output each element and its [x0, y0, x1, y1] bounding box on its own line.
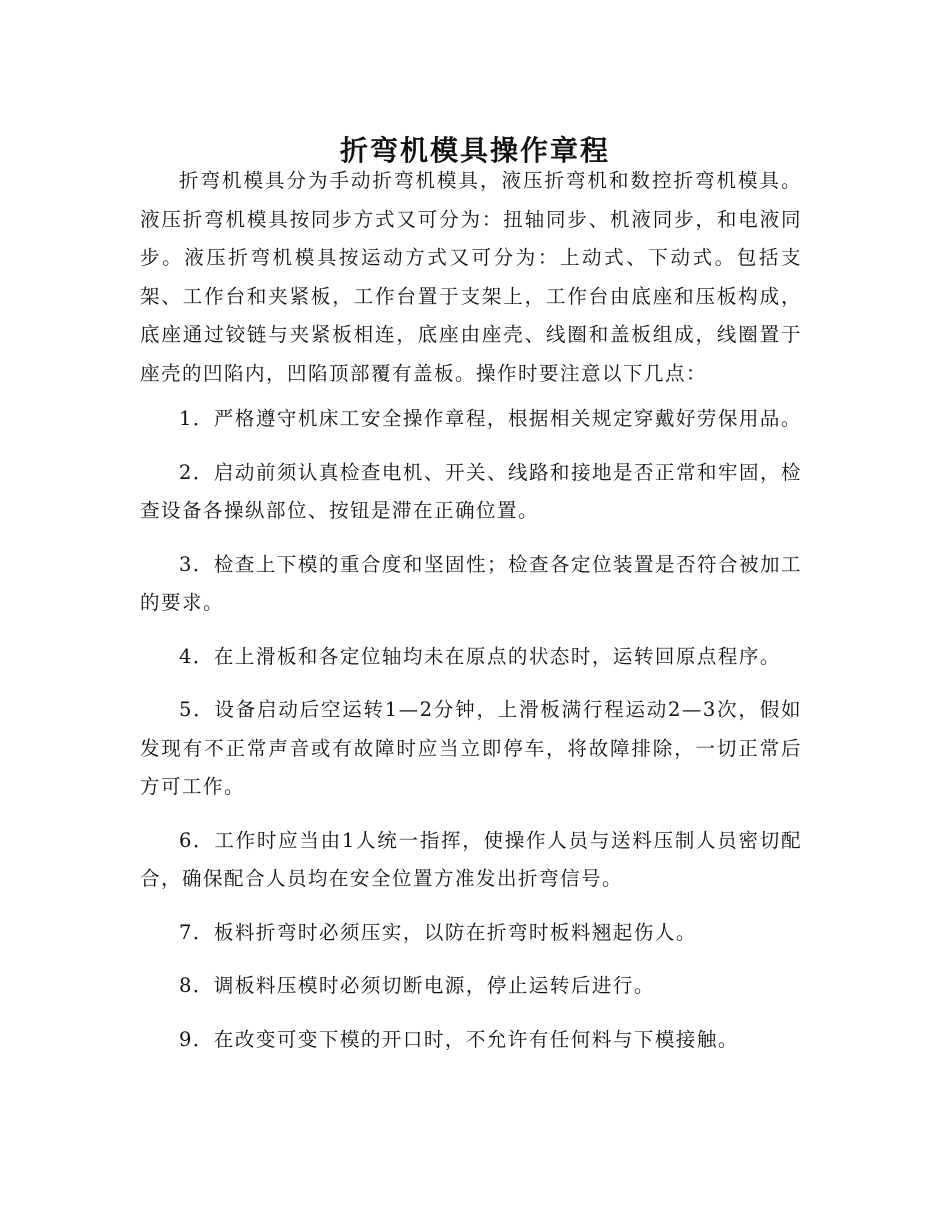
- page-title: 折弯机模具操作章程: [339, 133, 610, 167]
- procedure-item-4: 4．在上滑板和各定位轴均未在原点的状态时，运转回原点程序。: [179, 644, 781, 668]
- procedure-item-2: 2．启动前须认真检查电机、开关、线路和接地是否正常和牢固，检查设备各操纵部位、按钮是滞在正确位置。: [140, 460, 802, 522]
- procedure-item-7: 7．板料折弯时必须压实，以防在折弯时板料翘起伤人。: [179, 920, 697, 944]
- procedure-item-1: 1．严格遵守机床工安全操作章程，根据相关规定穿戴好劳保用品。: [179, 407, 802, 430]
- intro-paragraph: 折弯机模具分为手动折弯机模具，液压折弯机和数控折弯机模具。液压折弯机模具按同步方式又可分为：扭轴同步、机液同步，和电液同步。液压折弯机模具按运动方式又可分为：上动式、下动式。包括支架、工作台和夹紧板，工作台置于支架上，工作台由底座和压板构成，底座通过铰链与夹紧板相连，底座由座壳、线圈和盖板组成，线圈置于座壳的凹陷内，凹陷顶部覆有盖板。操作时要注意以下几点：: [140, 169, 802, 385]
- procedure-item-8: 8．调板料压模时必须切断电源，停止运转后进行。: [179, 974, 655, 997]
- procedure-item-3: 3．检查上下模的重合度和坚固性；检查各定位装置是否符合被加工的要求。: [140, 552, 802, 614]
- procedure-item-9: 9．在改变可变下模的开口时，不允许有任何料与下模接触。: [179, 1027, 739, 1051]
- procedure-item-6: 6．工作时应当由1人统一指挥，使操作人员与送料压制人员密切配合，确保配合人员均在安全位置方准发出折弯信号。: [140, 828, 802, 890]
- document-body: [140, 162, 802, 1059]
- procedure-item-5: 5．设备启动后空运转1—2分钟，上滑板满行程运动2—3次，假如发现有不正常声音或有故障时应当立即停车，将故障排除，一切正常后方可工作。: [140, 698, 802, 798]
